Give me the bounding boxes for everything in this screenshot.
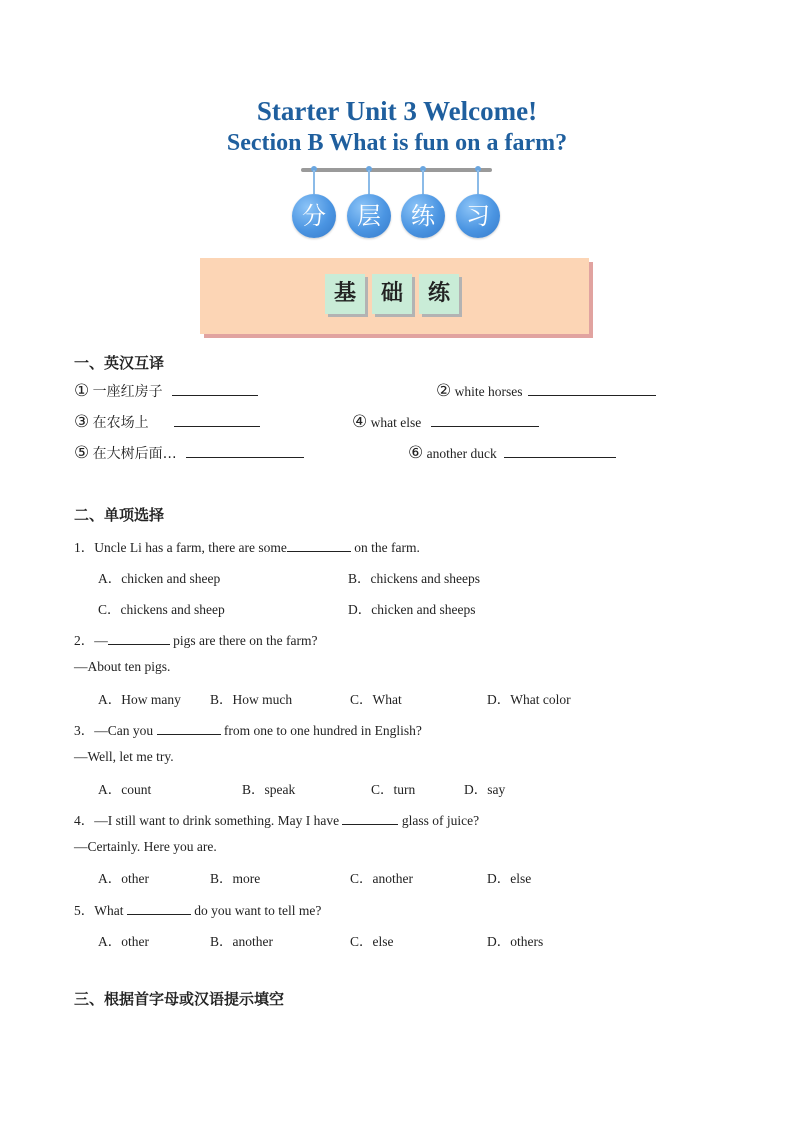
item-number: ⑤: [74, 443, 90, 463]
question-5-stem: [74, 899, 321, 919]
answer-blank[interactable]: [342, 810, 398, 825]
circle-badge-1: 分: [292, 194, 336, 238]
item-text: 在农场上: [92, 415, 149, 431]
section-3-heading: 三、根据首字母或汉语提示填空: [74, 990, 285, 1008]
translation-item-1: [74, 381, 258, 401]
question-text: 3．—Can you: [74, 723, 157, 738]
hanging-bar: [301, 168, 492, 172]
option-d[interactable]: D．others: [487, 934, 544, 949]
question-text: on the farm.: [350, 540, 420, 555]
question-text: 4．—I still want to drink something. May I have: [74, 813, 343, 828]
option-c[interactable]: C．turn: [371, 782, 416, 797]
option-b[interactable]: B．another: [210, 934, 273, 949]
banner-tile-2: 础: [372, 274, 412, 314]
item-number: ⑥: [408, 443, 424, 463]
item-text: what else: [370, 415, 422, 430]
question-2-stem: [74, 629, 317, 649]
bar-string: [477, 170, 479, 194]
question-text: do you want to tell me?: [190, 903, 322, 918]
question-text: 5．What: [74, 903, 127, 918]
banner-tile-3: 练: [419, 274, 459, 314]
answer-blank[interactable]: [174, 412, 260, 427]
option-b[interactable]: B．chickens and sheeps: [348, 571, 480, 586]
option-c[interactable]: C．else: [350, 934, 394, 949]
banner-tile-1: 基: [325, 274, 365, 314]
option-b[interactable]: B．speak: [242, 782, 296, 797]
item-number: ④: [352, 412, 368, 432]
section-1-heading: 一、英汉互译: [74, 354, 165, 372]
option-d[interactable]: D．What color: [487, 692, 571, 707]
answer-blank[interactable]: [108, 630, 170, 645]
question-3-stem: [74, 719, 422, 739]
circle-badge-4: 习: [456, 194, 500, 238]
question-text: glass of juice?: [398, 813, 480, 828]
option-c[interactable]: C．What: [350, 692, 402, 707]
worksheet-subtitle: Section B What is fun on a farm?: [226, 130, 568, 156]
answer-blank[interactable]: [172, 381, 258, 396]
answer-blank[interactable]: [528, 381, 656, 396]
translation-item-3: [74, 412, 260, 432]
answer-blank[interactable]: [287, 537, 351, 552]
question-4-reply: —Certainly. Here you are.: [74, 839, 217, 854]
item-number: ③: [74, 412, 90, 432]
option-a[interactable]: A．other: [98, 934, 149, 949]
translation-item-6: [408, 443, 616, 463]
translation-item-5: [74, 443, 304, 463]
item-number: ②: [436, 381, 452, 401]
circle-badge-3: 练: [401, 194, 445, 238]
item-text: 一座红房子: [92, 384, 163, 400]
translation-item-2: [436, 381, 656, 401]
option-a[interactable]: A．count: [98, 782, 152, 797]
option-b[interactable]: B．How much: [210, 692, 293, 707]
circle-badge-2: 层: [347, 194, 391, 238]
answer-blank[interactable]: [127, 900, 191, 915]
bar-string: [422, 170, 424, 194]
item-text: white horses: [454, 384, 523, 399]
question-text: from one to one hundred in English?: [220, 723, 422, 738]
question-4-stem: [74, 809, 479, 829]
item-number: ①: [74, 381, 90, 401]
question-text: 2．—: [74, 633, 108, 648]
answer-blank[interactable]: [157, 720, 221, 735]
item-text: another duck: [426, 446, 497, 461]
option-a[interactable]: A．other: [98, 871, 149, 886]
option-c[interactable]: C．another: [350, 871, 413, 886]
bar-string: [313, 170, 315, 194]
worksheet-title: Starter Unit 3 Welcome!: [256, 96, 538, 126]
section-2-heading: 二、单项选择: [74, 506, 165, 524]
option-a[interactable]: A．chicken and sheep: [98, 571, 221, 586]
question-1-stem: [74, 536, 420, 556]
answer-blank[interactable]: [186, 443, 304, 458]
option-d[interactable]: D．else: [487, 871, 532, 886]
option-c[interactable]: C．chickens and sheep: [98, 602, 225, 617]
option-d[interactable]: D．say: [464, 782, 506, 797]
item-text: 在大树后面…: [92, 446, 177, 462]
question-3-reply: —Well, let me try.: [74, 749, 174, 764]
option-a[interactable]: A．How many: [98, 692, 181, 707]
answer-blank[interactable]: [504, 443, 616, 458]
answer-blank[interactable]: [431, 412, 539, 427]
question-text: pigs are there on the farm?: [169, 633, 318, 648]
question-2-reply: —About ten pigs.: [74, 659, 171, 674]
translation-item-4: [352, 412, 539, 432]
option-d[interactable]: D．chicken and sheeps: [348, 602, 476, 617]
question-text: 1．Uncle Li has a farm, there are some: [74, 540, 287, 555]
bar-string: [368, 170, 370, 194]
option-b[interactable]: B．more: [210, 871, 261, 886]
